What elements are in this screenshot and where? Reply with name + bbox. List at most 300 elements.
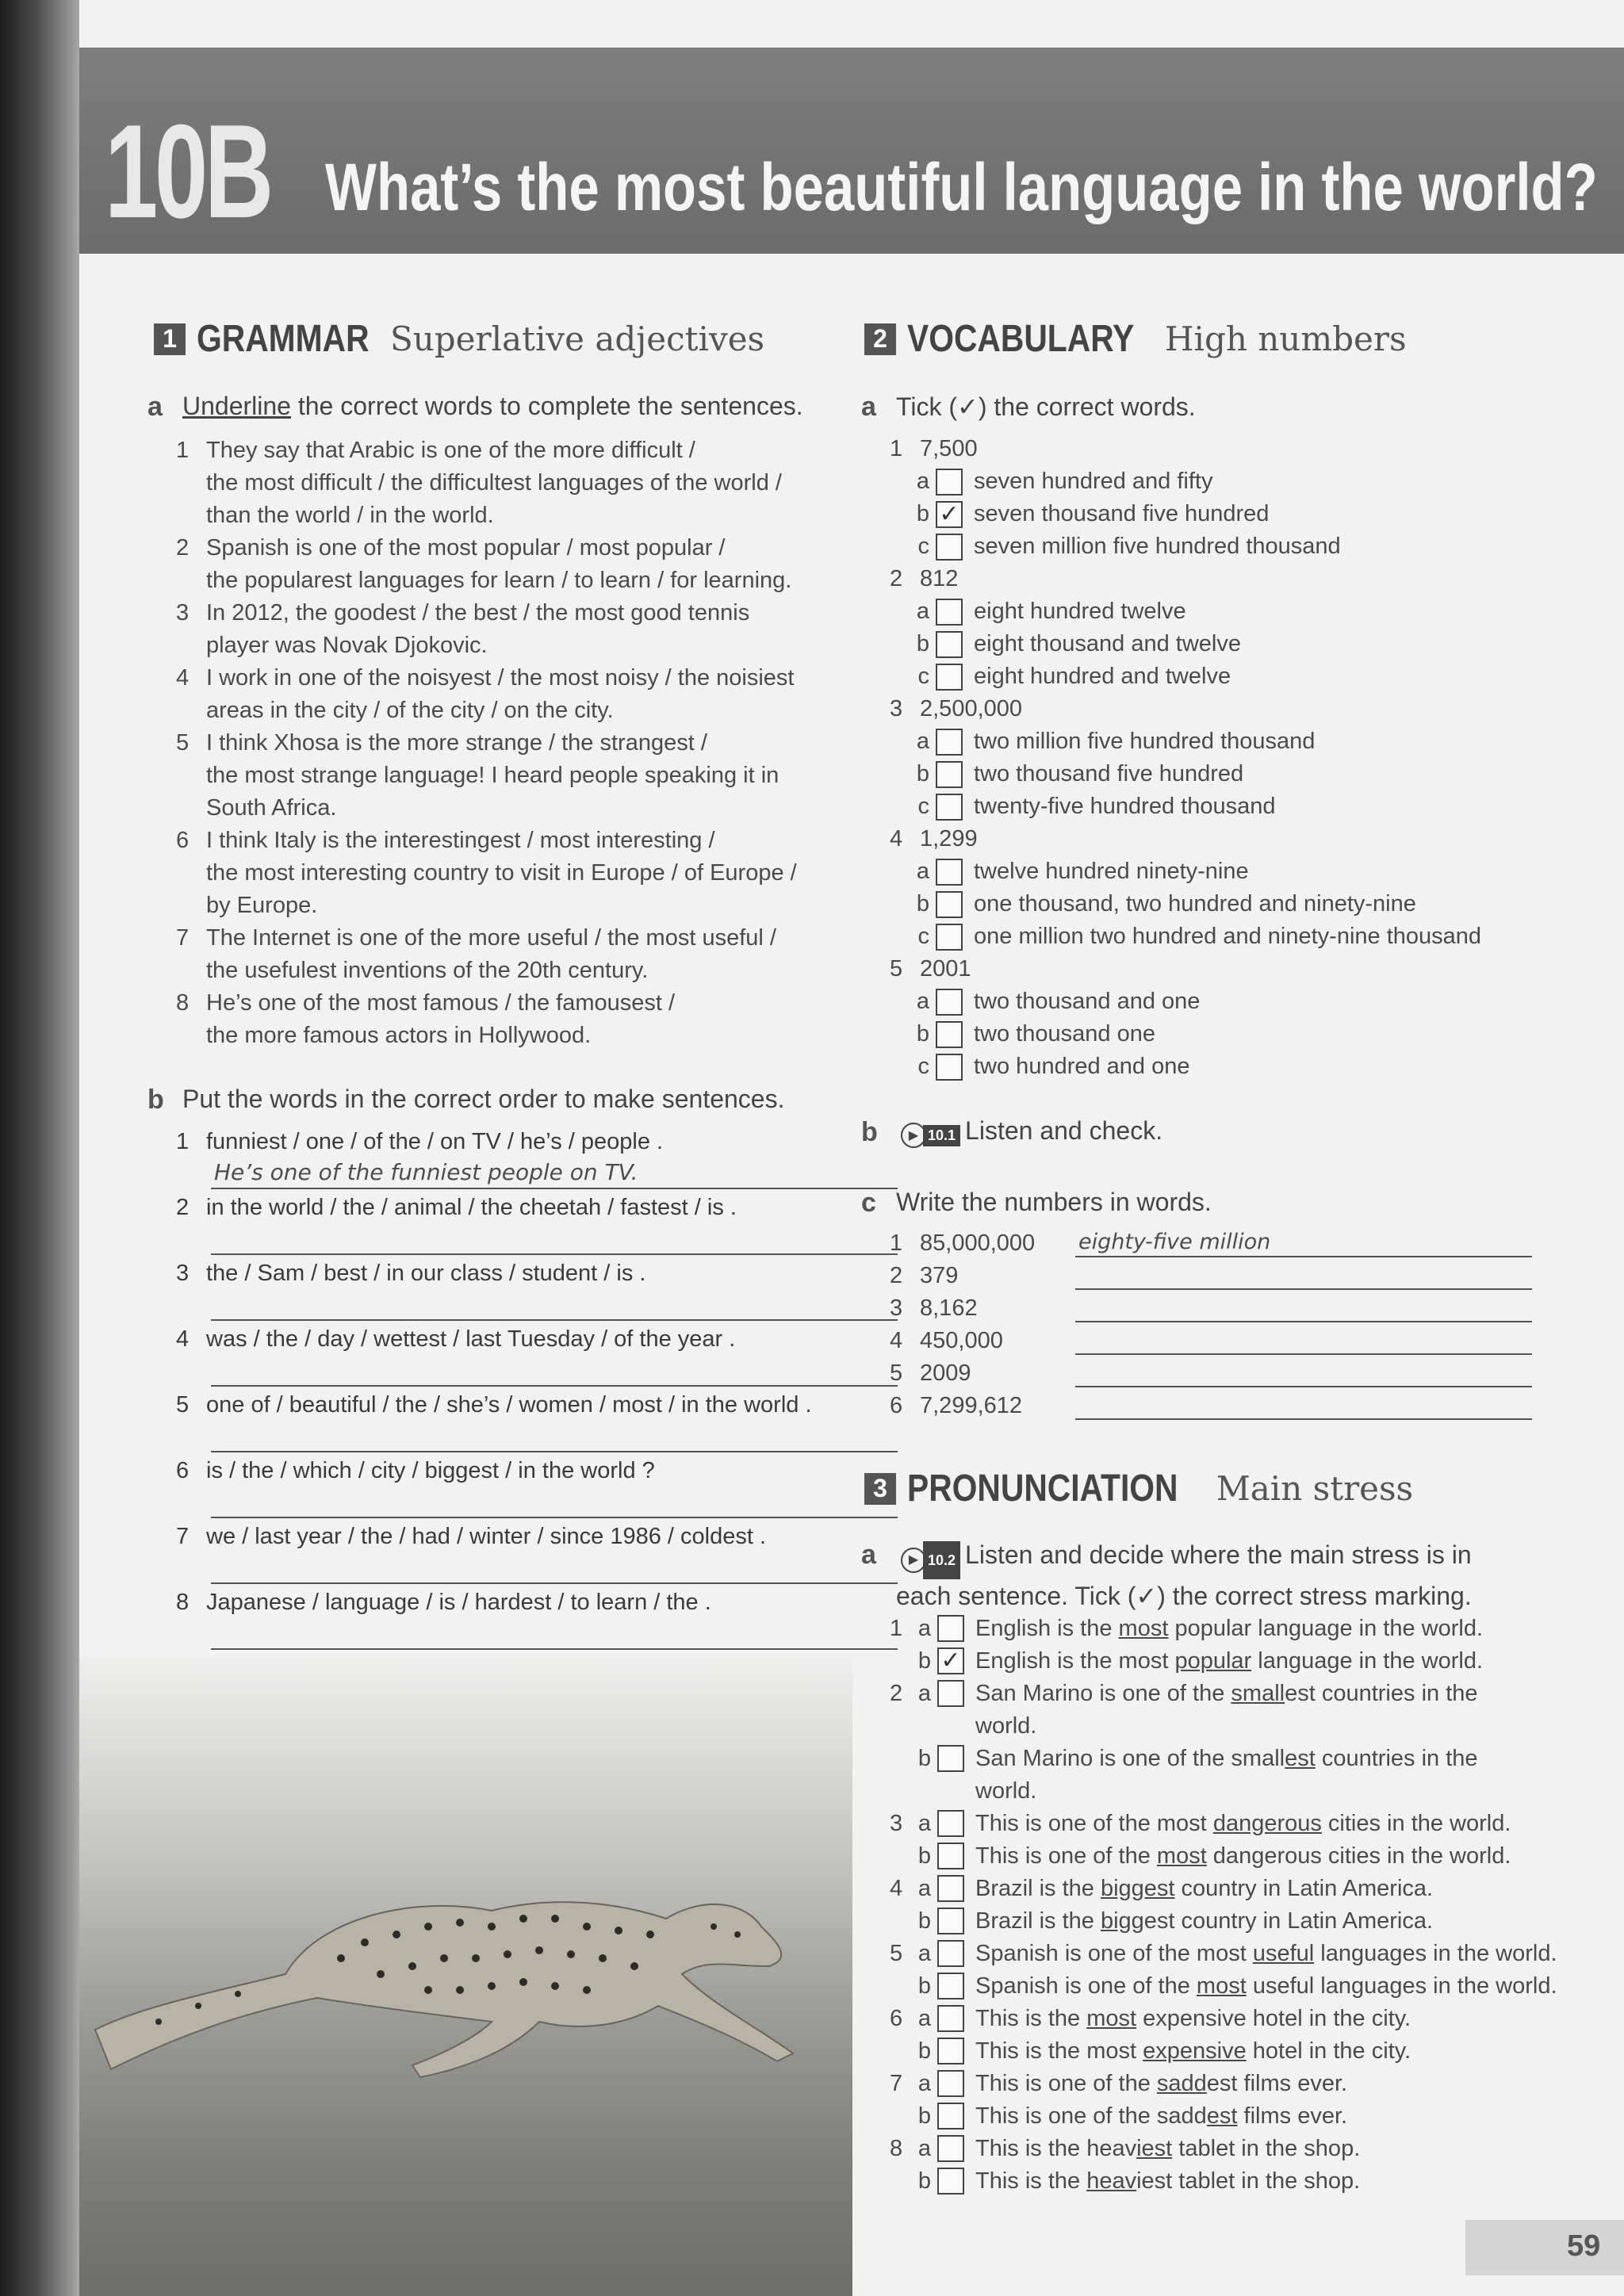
- item-text[interactable]: [206, 727, 890, 825]
- vocabulary-c-list: [890, 1227, 1619, 1422]
- sentence-start: Spanish is one of the most: [975, 1941, 1253, 1966]
- answer-field[interactable]: [1075, 1263, 1532, 1290]
- sentence-start: Brazil is the: [975, 1908, 1101, 1934]
- tick-box[interactable]: [937, 1973, 964, 1999]
- sentence-end: popular language in the world.: [1168, 1616, 1484, 1641]
- option-row: [890, 1873, 1619, 1905]
- item-number: 2: [176, 1195, 190, 1220]
- prompt-row: [176, 1192, 898, 1224]
- list-item: [890, 1227, 1619, 1260]
- option-letter: b: [917, 1908, 931, 1934]
- stressed-part: most: [1156, 1843, 1207, 1869]
- sentence-start: This is the: [975, 2168, 1087, 2194]
- item-number: 1: [176, 1129, 190, 1154]
- answer-field[interactable]: [211, 1357, 898, 1387]
- item-number: 6: [176, 828, 190, 853]
- item-line: I think Xhosa is the more strange / the strangest /: [206, 730, 707, 756]
- list-item: [890, 1325, 1619, 1357]
- sentence-start: English is the most: [975, 1648, 1175, 1674]
- list-item: [176, 1455, 898, 1521]
- number-value: 85,000,000: [920, 1230, 1036, 1256]
- sentence: [975, 2165, 1360, 2198]
- tick-box[interactable]: [936, 924, 963, 951]
- answer-field[interactable]: eighty-five million: [1075, 1230, 1532, 1257]
- option-letter: c: [917, 1054, 929, 1079]
- stressed-part: bigg: [1100, 1908, 1144, 1934]
- item-line: In 2012, the goodest / the best / the most good tennis: [206, 600, 750, 626]
- answer-field[interactable]: [211, 1225, 898, 1255]
- track-number: 10.2: [923, 1541, 960, 1579]
- list-item: [176, 1586, 898, 1652]
- option-row: [890, 2035, 1619, 2068]
- number-item: [890, 953, 1619, 985]
- sentence-start: English is the: [975, 1616, 1119, 1641]
- item-number: 3: [890, 1295, 903, 1321]
- sentence: [975, 1938, 1557, 1970]
- option-row: [890, 660, 1619, 693]
- tick-box[interactable]: [936, 1054, 963, 1081]
- item-text: funniest / one / of the / on TV / he’s / people .: [206, 1129, 664, 1154]
- list-item: [176, 727, 890, 825]
- sentence-continued: world.: [975, 1778, 1037, 1804]
- unit-banner: [79, 48, 1624, 254]
- list-item: [176, 922, 890, 987]
- item-number: 2: [890, 1681, 903, 1706]
- item-number: 4: [890, 1328, 903, 1353]
- item-number: 3: [890, 696, 903, 721]
- option-row: [890, 1645, 1619, 1678]
- stressed-part: most: [1196, 1973, 1247, 1999]
- stressed-part: dangerous: [1212, 1811, 1322, 1836]
- sentence-end: countries in the: [1315, 1746, 1478, 1771]
- section-title: PRONUNCIATION: [907, 1468, 1178, 1510]
- sentence: [975, 1905, 1433, 1938]
- tick-box[interactable]: ✓: [937, 1647, 964, 1674]
- tick-box[interactable]: [937, 1615, 964, 1642]
- sentence-end: useful languages in the world.: [1246, 1973, 1557, 1999]
- item-line: the usefulest inventions of the 20th century.: [206, 958, 649, 983]
- number-value: 450,000: [920, 1328, 1003, 1353]
- option-text: eight thousand and twelve: [974, 631, 1241, 656]
- exercise-letter: a: [861, 392, 876, 422]
- item-number: 2: [890, 566, 903, 591]
- instruction-text: the correct words to complete the sentences.: [290, 392, 803, 420]
- item-line: the more famous actors in Hollywood.: [206, 1023, 592, 1048]
- option-row: [890, 1905, 1619, 1938]
- section-title: GRAMMAR: [197, 318, 370, 360]
- item-line: areas in the city / of the city / on the city.: [206, 698, 614, 723]
- option-letter: a: [917, 1941, 931, 1966]
- sentence-start: This is the heav: [975, 2136, 1137, 2161]
- sentence-end: tablet in the shop.: [1172, 2136, 1361, 2161]
- number-value: 1,299: [920, 826, 978, 851]
- section-number: 3: [864, 1473, 896, 1505]
- workbook-page: [79, 0, 1624, 2296]
- item-number: 4: [176, 665, 190, 691]
- tick-box[interactable]: [937, 2038, 964, 2064]
- stressed-part: most: [1086, 2006, 1137, 2031]
- underline-word: Underline: [182, 392, 291, 420]
- item-number: 7: [176, 1524, 190, 1549]
- option-letter: b: [917, 2103, 931, 2129]
- prompt-row: [176, 1323, 898, 1356]
- tick-box[interactable]: [937, 1810, 964, 1837]
- item-number: 6: [890, 1393, 903, 1418]
- answer-field[interactable]: [211, 1620, 898, 1650]
- number-value: 7,500: [920, 436, 978, 461]
- option-letter: b: [916, 631, 929, 656]
- item-number: 2: [890, 1263, 903, 1288]
- sentence-end: dangerous cities in the world.: [1206, 1843, 1511, 1869]
- item-text: in the world / the / animal / the cheetah / fastest / is .: [206, 1195, 737, 1220]
- list-item: [890, 1357, 1619, 1390]
- tick-box[interactable]: [936, 664, 963, 691]
- option-letter: b: [917, 1973, 931, 1999]
- option-letter: a: [917, 1616, 931, 1641]
- tick-box[interactable]: [936, 891, 963, 918]
- option-row: [890, 985, 1619, 1018]
- stressed-part: est: [1206, 2103, 1238, 2129]
- sentence-start: San Marino is one of the small: [975, 1746, 1285, 1771]
- option-letter: b: [916, 761, 929, 786]
- option-row: [890, 920, 1619, 953]
- sentence-end: est countries in the: [1285, 1681, 1478, 1706]
- number-value: 2,500,000: [920, 696, 1023, 721]
- sentence: [975, 1678, 1478, 1743]
- sentence-start: This is one of the most: [975, 1811, 1213, 1836]
- item-number: 5: [890, 1360, 903, 1386]
- tick-box[interactable]: [936, 859, 963, 886]
- answer-field[interactable]: He’s one of the funniest people on TV.: [211, 1159, 898, 1189]
- item-number: 7: [176, 925, 190, 951]
- instruction-text: Listen and decide where the main stress is in: [965, 1540, 1472, 1569]
- sentence-end: country in Latin America.: [1174, 1876, 1434, 1901]
- option-text: two thousand and one: [974, 989, 1201, 1014]
- option-row: [890, 725, 1619, 758]
- option-letter: b: [917, 1843, 931, 1869]
- number-value: 379: [920, 1263, 959, 1288]
- option-row: [890, 498, 1619, 530]
- item-text[interactable]: [206, 532, 890, 597]
- tick-box[interactable]: [937, 1940, 964, 1967]
- option-letter: b: [917, 2168, 931, 2194]
- option-text: eight hundred twelve: [974, 599, 1186, 624]
- item-number: 5: [890, 1941, 903, 1966]
- option-text: two thousand one: [974, 1021, 1155, 1047]
- audio-track[interactable]: [901, 1123, 960, 1148]
- item-number: 1: [176, 438, 190, 463]
- option-row: [890, 2068, 1619, 2100]
- option-row: [890, 1050, 1619, 1083]
- list-item: [176, 987, 890, 1052]
- section-number: 2: [864, 323, 896, 355]
- track-number: 10.1: [923, 1125, 960, 1146]
- vocabulary-a-instruction: [861, 392, 1196, 423]
- pronunciation-a-list: [890, 1613, 1619, 2198]
- instruction-text: each sentence. Tick (✓) the correct stress marking.: [896, 1582, 1472, 1610]
- item-line: by Europe.: [206, 893, 318, 918]
- vocabulary-b-instruction: [861, 1116, 1162, 1148]
- tick-box[interactable]: [936, 631, 963, 658]
- grammar-a-instruction: [147, 392, 803, 423]
- sentence: [975, 1970, 1557, 2003]
- option-letter: a: [916, 859, 929, 884]
- item-number: 8: [176, 1590, 190, 1615]
- option-row: [890, 1840, 1619, 1873]
- item-text: Japanese / language / is / hardest / to learn / the .: [206, 1590, 711, 1615]
- item-text[interactable]: [206, 825, 890, 922]
- option-letter: b: [917, 1746, 931, 1771]
- item-number: 6: [176, 1458, 190, 1483]
- sentence: [975, 2068, 1347, 2100]
- stressed-part: most: [1118, 1616, 1169, 1641]
- list-item: [176, 532, 890, 597]
- instruction-text: Put the words in the correct order to make sentences.: [182, 1085, 785, 1113]
- list-item: [176, 434, 890, 532]
- section-number: 1: [154, 323, 186, 355]
- stressed-part: popular: [1174, 1648, 1252, 1674]
- option-row: [890, 1678, 1619, 1743]
- grammar-heading: [154, 317, 764, 361]
- option-text: one thousand, two hundred and ninety-nine: [974, 891, 1416, 916]
- option-letter: c: [917, 664, 929, 689]
- option-letter: a: [917, 1811, 931, 1836]
- grammar-b-instruction: [147, 1085, 784, 1115]
- instruction-text: Tick (✓) the correct words.: [896, 392, 1196, 421]
- tick-box[interactable]: [937, 1875, 964, 1902]
- item-number: 3: [176, 600, 190, 626]
- sentence: [975, 1613, 1483, 1645]
- item-text[interactable]: [206, 922, 890, 987]
- item-number: 6: [890, 2006, 903, 2031]
- sentence-end: est films ever.: [1206, 2071, 1348, 2096]
- number-value: 2009: [920, 1360, 971, 1386]
- tick-box[interactable]: [937, 1843, 964, 1869]
- item-line: I work in one of the noisyest / the most noisy / the noisiest: [206, 665, 795, 691]
- option-text: eight hundred and twelve: [974, 664, 1231, 689]
- item-text[interactable]: [206, 597, 890, 662]
- option-row: [890, 2133, 1619, 2165]
- option-row: [890, 465, 1619, 498]
- option-row: [890, 1808, 1619, 1840]
- sentence-end: est country in Latin America.: [1143, 1908, 1434, 1934]
- tick-box[interactable]: [937, 2070, 964, 2097]
- tick-box[interactable]: [937, 1908, 964, 1934]
- pronunciation-heading: [864, 1467, 1413, 1510]
- instruction-text: Listen and check.: [965, 1116, 1163, 1145]
- tick-box[interactable]: [937, 2005, 964, 2032]
- option-row: [890, 595, 1619, 628]
- exercise-letter: a: [147, 392, 163, 422]
- tick-box[interactable]: [936, 1021, 963, 1048]
- option-letter: a: [916, 599, 929, 624]
- answer-field[interactable]: [1075, 1295, 1532, 1322]
- tick-box[interactable]: [936, 729, 963, 756]
- page-number-tab: [1465, 2220, 1624, 2275]
- item-text[interactable]: [206, 987, 890, 1052]
- tick-box[interactable]: [936, 794, 963, 821]
- option-letter: c: [917, 534, 929, 559]
- sentence: [975, 1840, 1511, 1873]
- answer-field[interactable]: [211, 1291, 898, 1321]
- option-letter: c: [917, 924, 929, 949]
- list-item: [176, 825, 890, 922]
- option-text: one million two hundred and ninety-nine thousand: [974, 924, 1482, 949]
- item-number: 3: [890, 1811, 903, 1836]
- sentence: [975, 1645, 1483, 1678]
- option-row: [890, 530, 1619, 563]
- list-item: [176, 1389, 898, 1455]
- sentence-start: This is one of the: [975, 1843, 1157, 1869]
- option-letter: b: [916, 501, 929, 526]
- tick-box[interactable]: [937, 1680, 964, 1707]
- number-item: [890, 563, 1619, 595]
- option-row: [890, 628, 1619, 660]
- item-line: Spanish is one of the most popular / most popular /: [206, 535, 726, 561]
- option-letter: a: [917, 1876, 931, 1901]
- answer-field[interactable]: [1075, 1393, 1532, 1420]
- sentence: [975, 2100, 1347, 2133]
- prompt-row: [176, 1126, 898, 1158]
- play-icon: ▶: [901, 1123, 926, 1148]
- stressed-part: est: [1285, 1746, 1316, 1771]
- item-number: 2: [176, 535, 190, 561]
- stressed-part: heav: [1086, 2168, 1137, 2194]
- tick-box[interactable]: [937, 2103, 964, 2130]
- item-number: 4: [176, 1326, 190, 1352]
- item-number: 5: [176, 1392, 190, 1418]
- list-item: [890, 1292, 1619, 1325]
- sentence-start: San Marino is one of the: [975, 1681, 1231, 1706]
- item-line: The Internet is one of the more useful / the most useful /: [206, 925, 776, 951]
- list-item: [176, 1126, 898, 1192]
- prompt-row: [176, 1455, 898, 1487]
- tick-box[interactable]: [936, 469, 963, 496]
- tick-box[interactable]: ✓: [936, 501, 963, 528]
- number-value: 7,299,612: [920, 1393, 1023, 1418]
- sentence-end: films ever.: [1237, 2103, 1348, 2129]
- sentence: [975, 1743, 1478, 1808]
- answer-field[interactable]: [1075, 1328, 1532, 1355]
- tick-box[interactable]: [936, 989, 963, 1016]
- tick-box[interactable]: [936, 761, 963, 788]
- item-line: I think Italy is the interestingest / most interesting /: [206, 828, 715, 853]
- option-letter: a: [917, 1681, 931, 1706]
- number-item: [890, 693, 1619, 725]
- option-text: two hundred and one: [974, 1054, 1190, 1079]
- exercise-letter: c: [861, 1188, 876, 1218]
- number-value: 8,162: [920, 1295, 978, 1321]
- option-letter: a: [917, 2136, 931, 2161]
- item-number: 8: [176, 990, 190, 1016]
- number-value: 812: [920, 566, 959, 591]
- sentence-start: This is the: [975, 2006, 1087, 2031]
- item-line: the popularest languages for learn / to learn / for learning.: [206, 568, 792, 593]
- item-number: 8: [890, 2136, 903, 2161]
- option-letter: a: [916, 729, 929, 754]
- item-line: the most difficult / the difficultest languages of the world /: [206, 470, 782, 496]
- vocabulary-a-list: [890, 433, 1619, 1083]
- tick-box[interactable]: [937, 2135, 964, 2162]
- list-item: [176, 1192, 898, 1257]
- section-title: VOCABULARY: [907, 318, 1135, 360]
- audio-track[interactable]: [901, 1541, 960, 1579]
- prompt-row: [176, 1389, 898, 1422]
- item-number: 5: [176, 730, 190, 756]
- option-text: seven thousand five hundred: [974, 501, 1270, 526]
- vocabulary-c-instruction: [861, 1188, 1212, 1219]
- answer-field[interactable]: [1075, 1360, 1532, 1387]
- item-text[interactable]: [206, 434, 890, 532]
- option-letter: a: [916, 989, 929, 1014]
- answer-field[interactable]: [211, 1488, 898, 1518]
- tick-box[interactable]: [937, 1745, 964, 1772]
- option-row: [890, 758, 1619, 790]
- item-line: South Africa.: [206, 795, 337, 821]
- sentence-start: Spanish is one of the: [975, 1973, 1197, 1999]
- tick-box[interactable]: [936, 599, 963, 626]
- section-subtitle: High numbers: [1164, 320, 1407, 358]
- sentence-end: languages in the world.: [1314, 1941, 1557, 1966]
- tick-box[interactable]: [936, 534, 963, 561]
- item-text: we / last year / the / had / winter / since 1986 / coldest .: [206, 1524, 767, 1549]
- grammar-a-list: [176, 434, 890, 1052]
- sentence: [975, 1808, 1511, 1840]
- option-row: [890, 2003, 1619, 2035]
- item-number: 1: [890, 1616, 903, 1641]
- stressed-part: iest: [1136, 2136, 1173, 2161]
- unit-title: What’s the most beautiful language in the world?: [325, 150, 1598, 224]
- option-text: two million five hundred thousand: [974, 729, 1316, 754]
- option-row: [890, 855, 1619, 888]
- sentence-continued: world.: [975, 1713, 1037, 1739]
- exercise-letter: b: [861, 1116, 878, 1147]
- item-line: They say that Arabic is one of the more difficult /: [206, 438, 695, 463]
- item-text[interactable]: [206, 662, 890, 727]
- answer-field[interactable]: [211, 1554, 898, 1584]
- list-item: [176, 597, 890, 662]
- sentence-end: hotel in the city.: [1246, 2038, 1411, 2064]
- tick-box[interactable]: [937, 2168, 964, 2195]
- sentence-end: cities in the world.: [1321, 1811, 1511, 1836]
- option-text: two thousand five hundred: [974, 761, 1244, 786]
- option-row: [890, 1743, 1619, 1808]
- vocabulary-heading: [864, 317, 1407, 361]
- sentence-start: Brazil is the: [975, 1876, 1101, 1901]
- exercise-letter: a: [861, 1540, 876, 1570]
- option-letter: a: [917, 2071, 931, 2096]
- page-number: 59: [1567, 2229, 1601, 2263]
- sentence-start: This is one of the: [975, 2071, 1157, 2096]
- item-text: one of / beautiful / the / she’s / women / most / in the world .: [206, 1392, 812, 1418]
- stressed-part: expensive: [1143, 2038, 1247, 2064]
- number-value: 2001: [920, 956, 971, 982]
- option-row: [890, 1018, 1619, 1050]
- prompt-row: [176, 1257, 898, 1290]
- sentence: [975, 2003, 1411, 2035]
- list-item: [890, 1260, 1619, 1292]
- item-line: the most strange language! I heard people speaking it in: [206, 763, 779, 788]
- section-subtitle: Main stress: [1216, 1469, 1414, 1508]
- option-letter: b: [917, 1648, 931, 1674]
- book-edge: [0, 0, 87, 2296]
- item-number: 4: [890, 1876, 903, 1901]
- pronunciation-a-instruction: [861, 1538, 1472, 1613]
- number-item: [890, 823, 1619, 855]
- item-text: is / the / which / city / biggest / in the world ?: [206, 1458, 655, 1483]
- grammar-b-list: [176, 1126, 898, 1652]
- answer-field[interactable]: [211, 1422, 898, 1452]
